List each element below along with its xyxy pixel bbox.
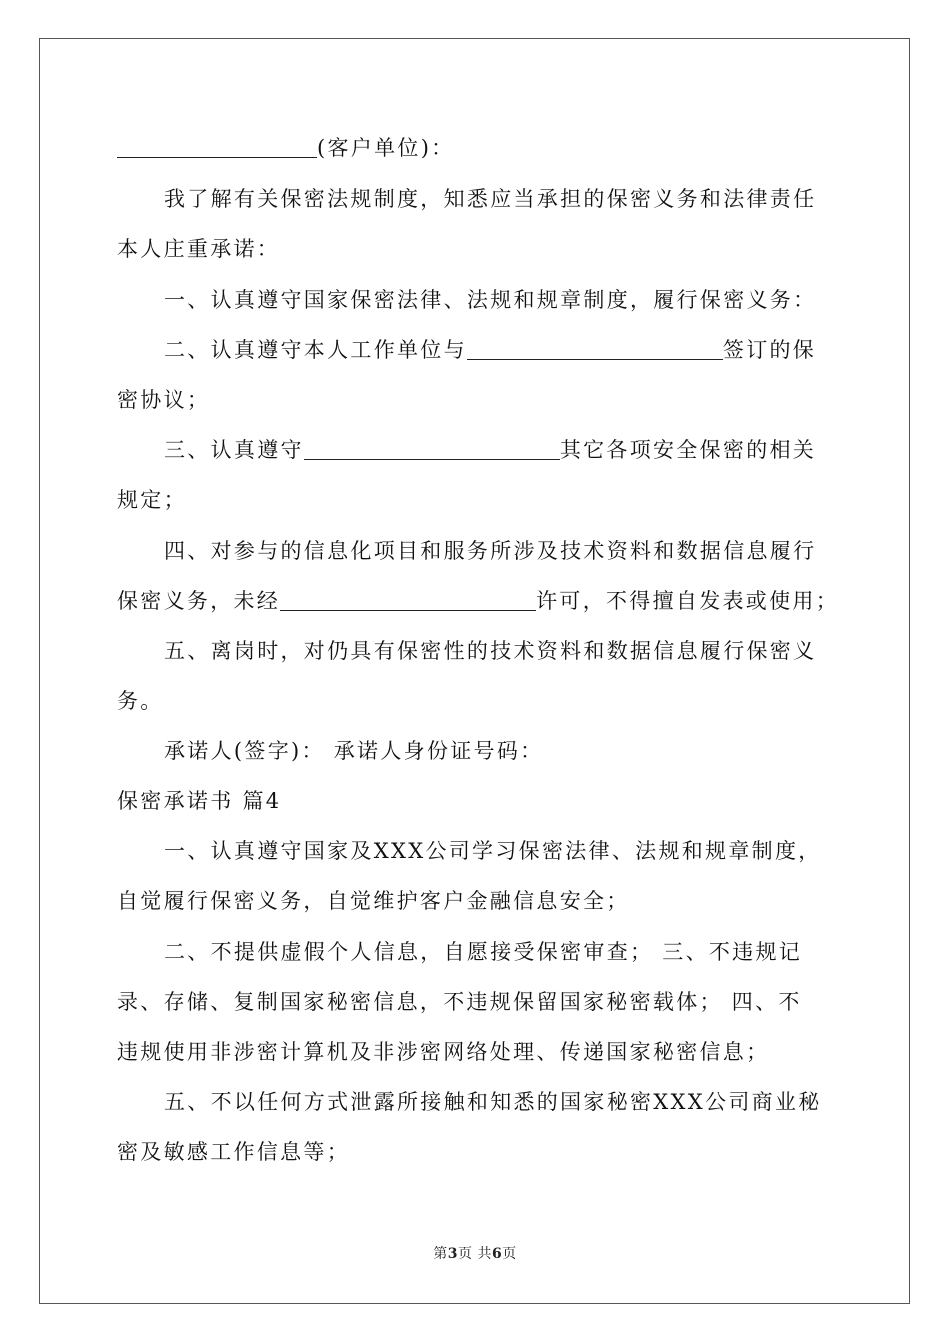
- paragraph-line: 我了解有关保密法规制度，知悉应当承担的保密义务和法律责任: [164, 187, 817, 211]
- total-pages: 6: [491, 1246, 503, 1262]
- current-page: 3: [447, 1246, 459, 1262]
- section-heading: 保密承诺书 篇4: [117, 789, 282, 813]
- paragraph-line: 录、存储、复制国家秘密信息，不违规保留国家秘密载体； 四、不: [117, 990, 802, 1014]
- paragraph-line: 一、认真遵守国家保密法律、法规和规章制度，履行保密义务：: [164, 288, 817, 312]
- blank-field: [117, 135, 317, 158]
- paragraph-line: 五、离岗时，对仍具有保密性的技术资料和数据信息履行保密义: [164, 639, 817, 663]
- line-client-unit: (客户单位)：: [117, 132, 455, 164]
- paragraph-line: 务。: [117, 689, 164, 713]
- blank-field: [467, 337, 723, 360]
- page-footer: 第3页 共6页: [433, 1246, 517, 1262]
- paragraph-line: 一、认真遵守国家及XXX公司学习保密法律、法规和规章制度，: [164, 839, 822, 863]
- paragraph-line: 密及敏感工作信息等；: [117, 1140, 350, 1164]
- blank-field: [304, 437, 560, 460]
- paragraph-line: 二、认真遵守本人工作单位与 签订的保: [164, 338, 817, 362]
- signature-line: 承诺人(签字)： 承诺人身份证号码：: [164, 739, 544, 763]
- paragraph-line: 三、认真遵守 其它各项安全保密的相关: [164, 438, 817, 462]
- paragraph-line: 保密义务，未经 许可，不得擅自发表或使用；: [117, 589, 840, 613]
- paragraph-line: 密协议；: [117, 388, 211, 412]
- paragraph-line: 规定；: [117, 488, 187, 512]
- paragraph-line: 违规使用非涉密计算机及非涉密网络处理、传递国家秘密信息；: [117, 1040, 770, 1064]
- blank-field: [280, 588, 536, 611]
- paragraph-line: 二、不提供虚假个人信息，自愿接受保密审查； 三、不违规记: [164, 940, 803, 964]
- paragraph-line: 自觉履行保密义务，自觉维护客户金融信息安全；: [117, 889, 630, 913]
- paragraph-line: 四、对参与的信息化项目和服务所涉及技术资料和数据信息履行: [164, 539, 817, 563]
- paragraph-line: 五、不以任何方式泄露所接触和知悉的国家秘密XXX公司商业秘: [164, 1090, 822, 1114]
- paragraph-line: 本人庄重承诺：: [117, 237, 281, 261]
